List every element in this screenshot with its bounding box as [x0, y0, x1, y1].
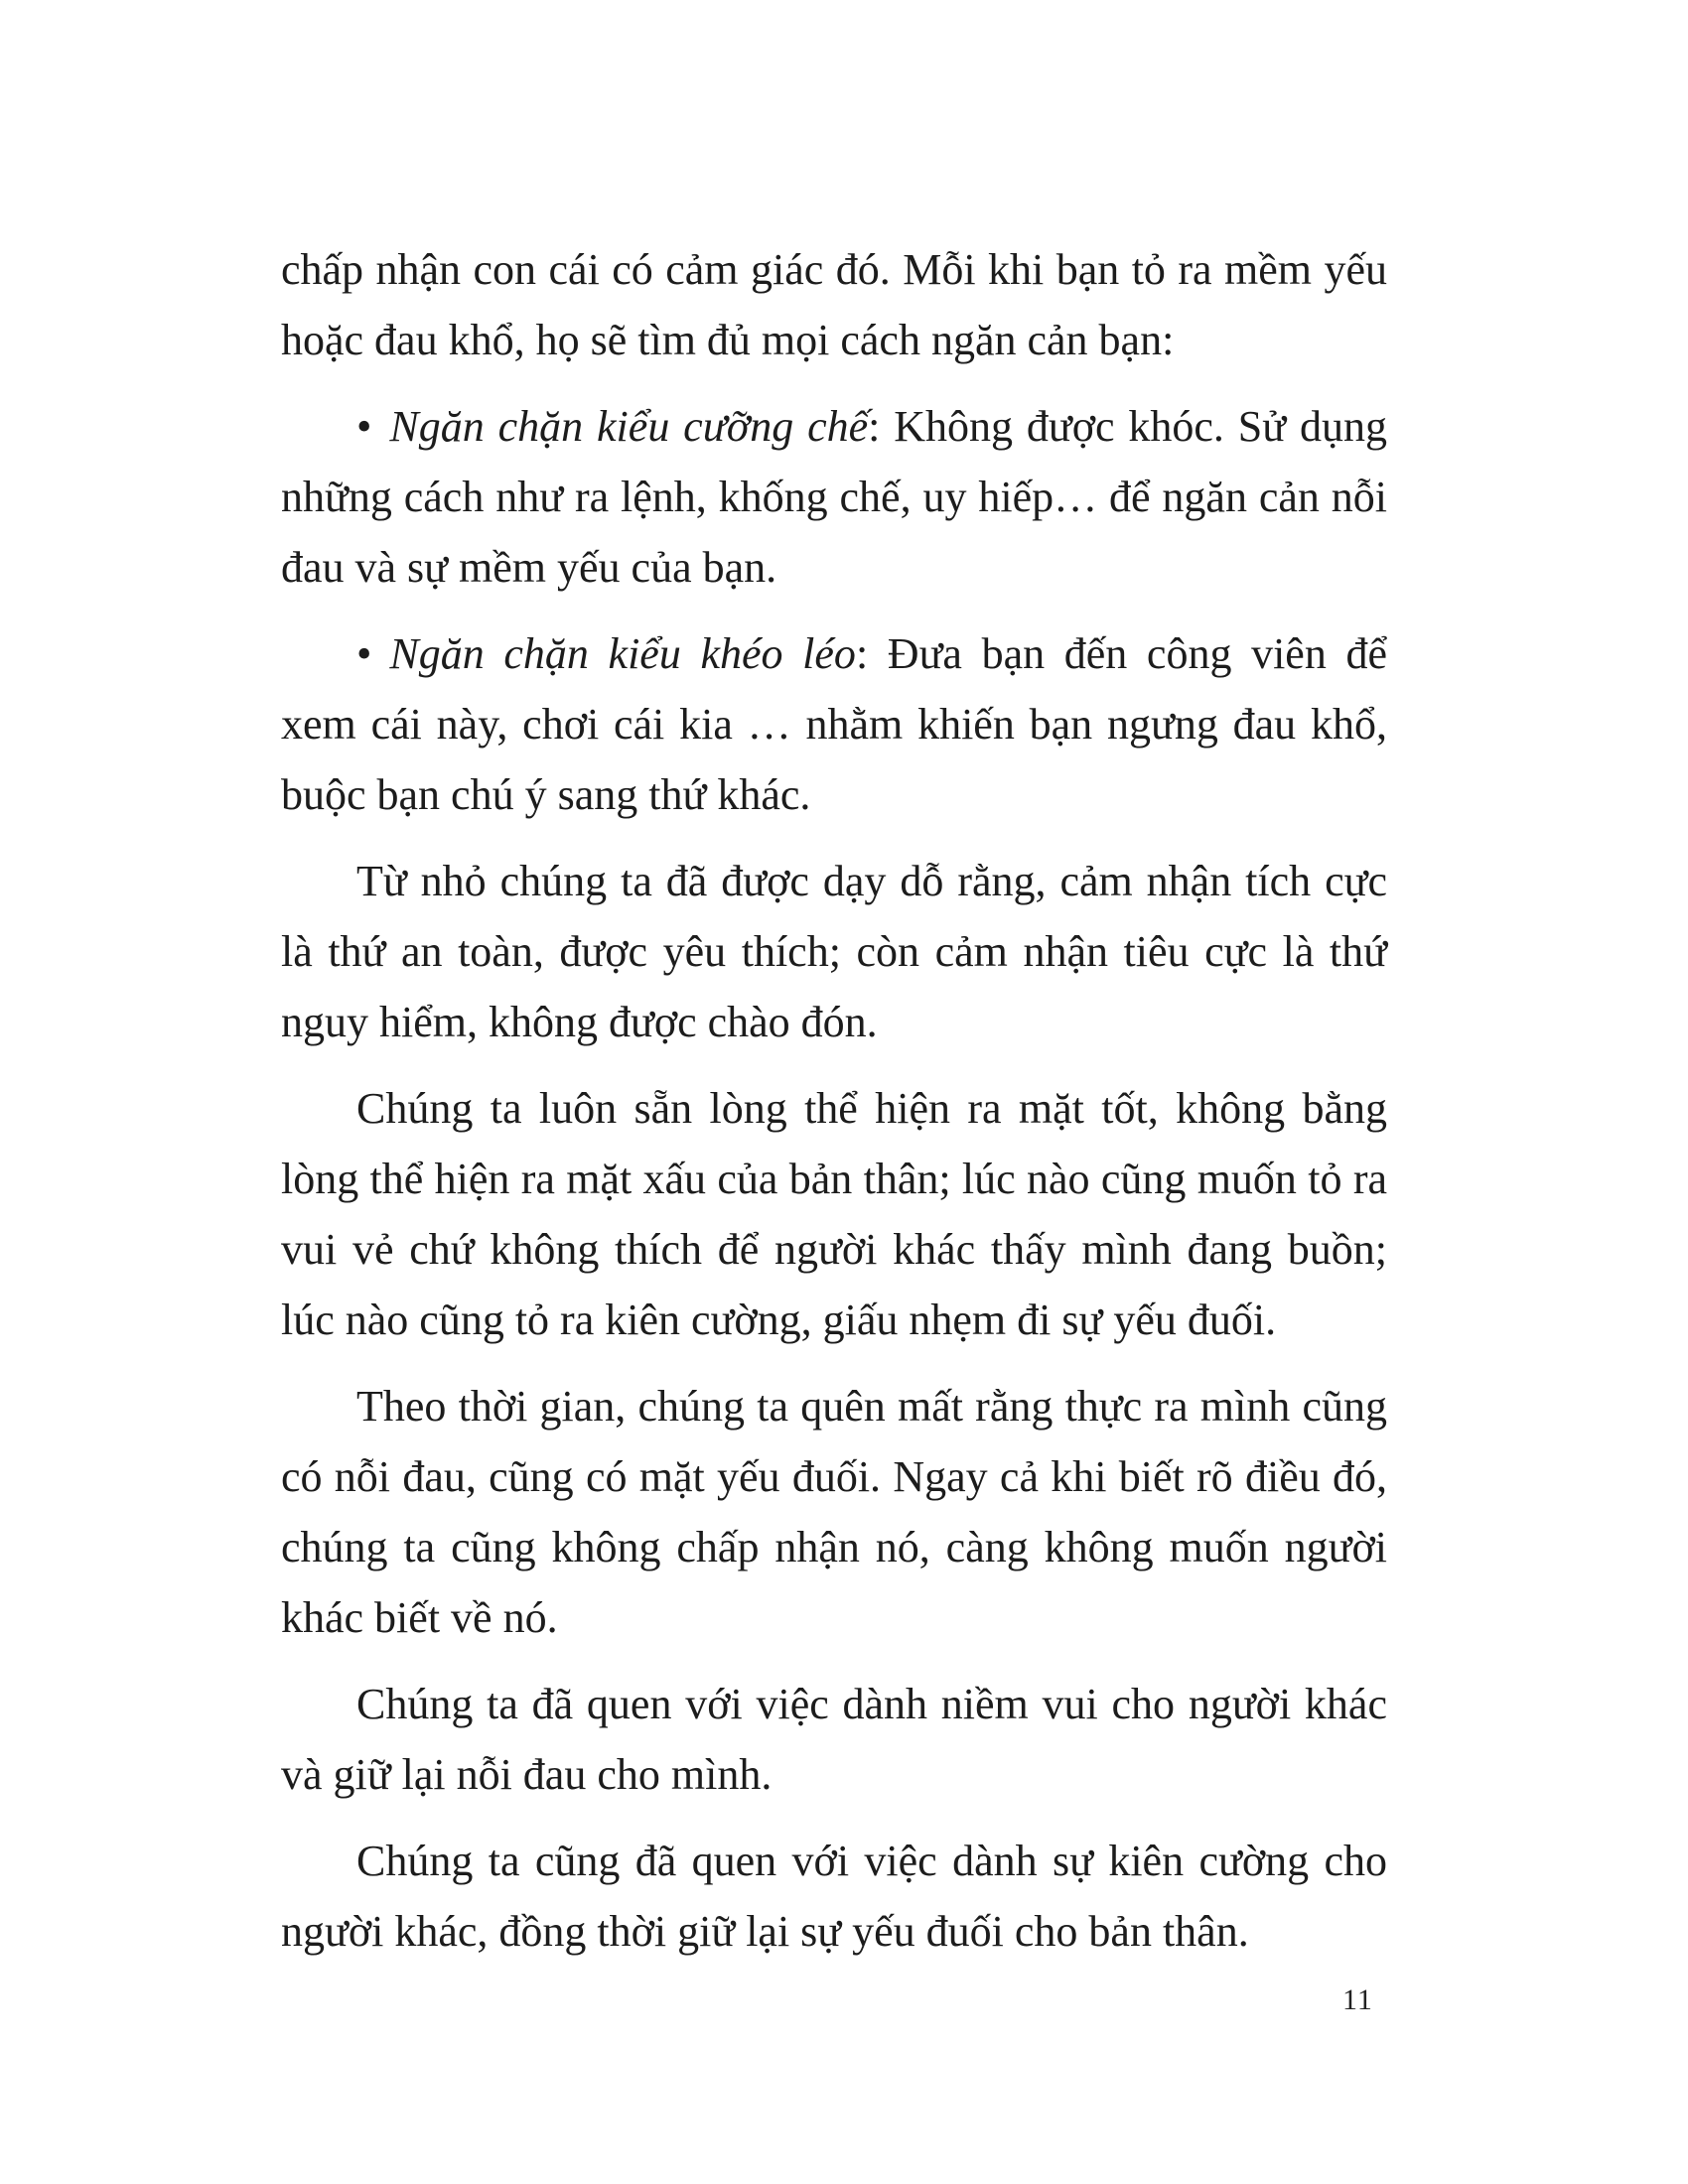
page-number: 11 [1342, 1983, 1373, 2016]
bullet-body-text: : Không được khóc. Sử dụng những cách như ra lệnh, khống chế, uy hiếp… để ngăn cản nỗi đau và sự mềm yếu của bạn. [281, 402, 1387, 592]
bullet-lead-italic: Ngăn chặn kiểu cưỡng chế [389, 402, 869, 451]
bullet-item-coercive [281, 391, 1387, 603]
paragraph: Chúng ta đã quen với việc dành niềm vui cho người khác và giữ lại nỗi đau cho mình. [281, 1680, 1387, 1799]
paragraph: Từ nhỏ chúng ta đã được dạy dỗ rằng, cảm nhận tích cực là thứ an toàn, được yêu thích; còn cảm nhận tiêu cực là thứ nguy hiểm, không được chào đón. [281, 857, 1387, 1046]
bullet-item-tactful [281, 618, 1387, 830]
bullet-icon: • [356, 402, 372, 451]
bullet-icon: • [356, 629, 372, 678]
page-content [281, 234, 1387, 1982]
bullet-body-text: : Đưa bạn đến công viên để xem cái này, chơi cái kia … nhằm khiến bạn ngưng đau khổ, buộc bạn chú ý sang thứ khác. [281, 629, 1388, 819]
paragraph: Chúng ta luôn sẵn lòng thể hiện ra mặt tốt, không bằng lòng thể hiện ra mặt xấu của bản thân; lúc nào cũng muốn tỏ ra vui vẻ chứ không thích để người khác thấy mình đang buồn; lúc nào cũng tỏ ra kiên cường, giấu nhẹm đi sự yếu đuối. [281, 1084, 1387, 1344]
paragraph-opening: chấp nhận con cái có cảm giác đó. Mỗi khi bạn tỏ ra mềm yếu hoặc đau khổ, họ sẽ tìm đủ mọi cách ngăn cản bạn: [281, 245, 1387, 364]
bullet-lead-italic: Ngăn chặn kiểu khéo léo [389, 629, 856, 678]
paragraph: Chúng ta cũng đã quen với việc dành sự kiên cường cho người khác, đồng thời giữ lại sự yếu đuối cho bản thân. [281, 1837, 1387, 1956]
paragraph: Theo thời gian, chúng ta quên mất rằng thực ra mình cũng có nỗi đau, cũng có mặt yếu đuối. Ngay cả khi biết rõ điều đó, chúng ta cũng không chấp nhận nó, càng không muốn người khác biết về nó. [281, 1382, 1387, 1642]
